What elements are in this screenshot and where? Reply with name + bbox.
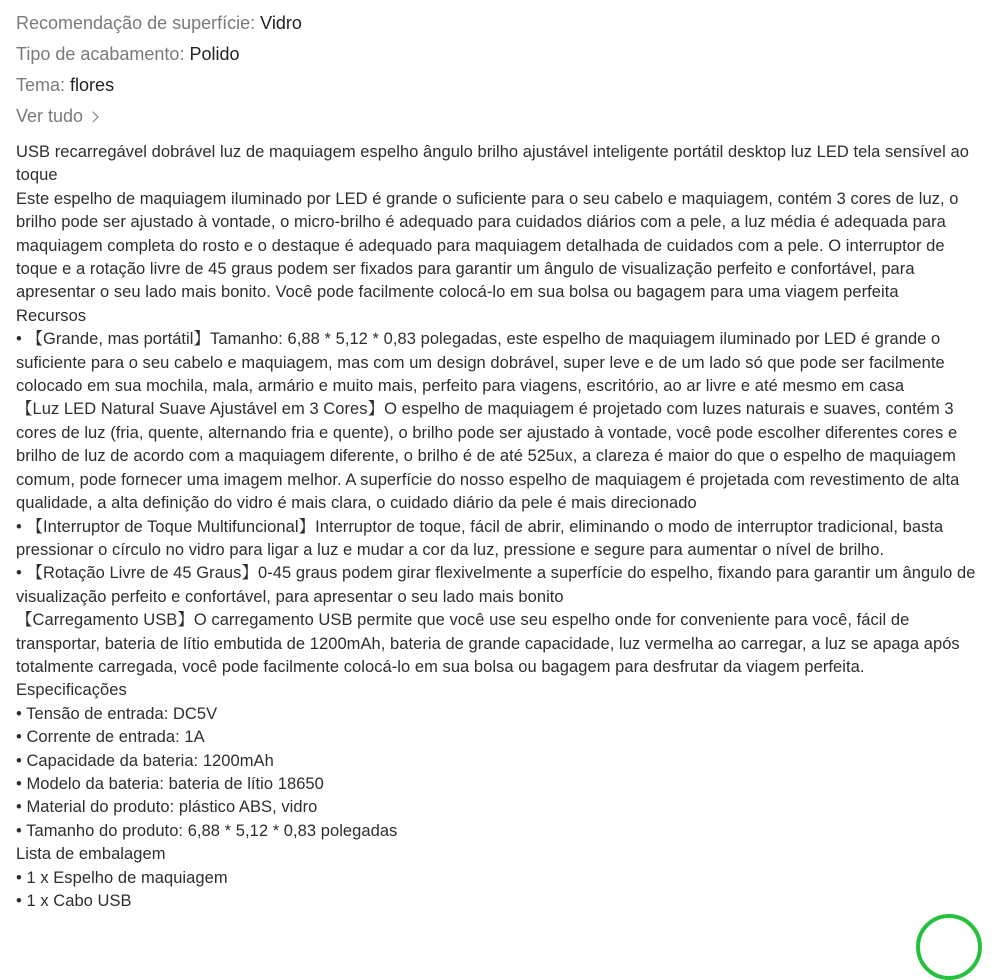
attribute-value: Polido — [189, 44, 240, 64]
product-description — [16, 141, 988, 913]
see-all-link[interactable] — [16, 101, 97, 132]
spec-item: • Tamanho do produto: 6,88 * 5,12 * 0,83 polegadas — [16, 821, 398, 840]
description-paragraph: Este espelho de maquiagem iluminado por LED é grande o suficiente para o seu cabelo e maquiagem, contém 3 cores de luz, o brilho pode ser ajustado à vontade, o micro-brilho é adequado para cuidados diários com a pele, a luz média é adequada para maquiagem completa do rosto e o destaque é adequado para maquiagem detalhada de cuidados com a pele. O interruptor de toque e a rotação livre de 45 graus podem ser fixados para garantir um ângulo de visualização perfeito e confortável, para apresentar o seu lado mais bonito. Você pode facilmente colocá-lo em sua bolsa ou bagagem para uma viagem perfeita — [16, 189, 959, 302]
feature-item: • 【Interruptor de Toque Multifuncional】Interruptor de toque, fácil de abrir, eliminando o modo de interruptor tradicional, basta pressionar o círculo no vidro para ligar a luz e mudar a cor da luz, pressione e segure para aumentar o nível de brilho. — [16, 517, 944, 559]
attribute-value: flores — [70, 75, 115, 95]
description-title: USB recarregável dobrável luz de maquiagem espelho ângulo brilho ajustável inteligente portátil desktop luz LED tela sensível ao toque — [16, 143, 969, 185]
spec-item: • Tensão de entrada: DC5V — [16, 704, 218, 723]
spec-item: • Corrente de entrada: 1A — [16, 728, 205, 747]
feature-item: 【Luz LED Natural Suave Ajustável em 3 Cores】O espelho de maquiagem é projetado com luzes naturais e suaves, contém 3 cores de luz (fria, quente, alternando fria e quente), o brilho pode ser ajustado à vontade, você pode escolher diferentes cores e brilho de luz de acordo com a maquiagem diferente, o brilho é de até 525ux, a clareza é maior do que o espelho de maquiagem comum, pode fornecer uma imagem melhor. A superfície do nosso espelho de maquiagem é projetada com revestimento de alta qualidade, a alta definição do vidro é mais clara, o cuidado diário da pele é mais direcionado — [16, 400, 960, 513]
attribute-value: Vidro — [260, 13, 302, 33]
attribute-key: Tipo de acabamento: — [16, 44, 185, 64]
chat-button[interactable] — [916, 914, 982, 980]
spec-item: • Modelo da bateria: bateria de lítio 18650 — [16, 774, 324, 793]
spec-item: • Material do produto: plástico ABS, vidro — [16, 798, 318, 817]
section-heading-specs: Especificações — [16, 681, 127, 700]
attribute-finish — [16, 39, 986, 70]
feature-item: 【Carregamento USB】O carregamento USB permite que você use seu espelho onde for conveniente para você, fácil de transportar, bateria de lítio embutida de 1200mAh, bateria de grande capacidade, luz vermelha ao carregar, a luz se apaga após totalmente carregada, você pode facilmente colocá-lo em sua bolsa ou bagagem para desfrutar da viagem perfeita. — [16, 611, 960, 676]
spec-item: • Capacidade da bateria: 1200mAh — [16, 751, 274, 770]
see-all-label: Ver tudo — [16, 106, 84, 126]
package-item: • 1 x Espelho de maquiagem — [16, 868, 228, 887]
attribute-key: Tema: — [16, 75, 66, 95]
attribute-theme — [16, 70, 986, 101]
feature-item: • 【Rotação Livre de 45 Graus】0-45 graus podem girar flexivelmente a superfície do espelho, fixando para garantir um ângulo de visualização perfeito e confortável, para apresentar o seu lado mais bonito — [16, 564, 976, 606]
section-heading-package: Lista de embalagem — [16, 845, 166, 864]
chevron-right-icon — [87, 111, 98, 122]
package-item: • 1 x Cabo USB — [16, 892, 132, 910]
product-attributes — [16, 8, 986, 132]
attribute-key: Recomendação de superfície: — [16, 13, 256, 33]
attribute-surface — [16, 8, 986, 39]
section-heading-features: Recursos — [16, 306, 87, 325]
feature-item: • 【Grande, mas portátil】Tamanho: 6,88 * 5,12 * 0,83 polegadas, este espelho de maquiagem iluminado por LED é grande o suficiente para o seu cabelo e maquiagem, mas com um design dobrável, super leve e de um lado só que pode ser facilmente colocado em sua mochila, mala, armário e muito mais, perfeito para viagens, escritório, ao ar livre e até mesmo em casa — [16, 330, 945, 396]
